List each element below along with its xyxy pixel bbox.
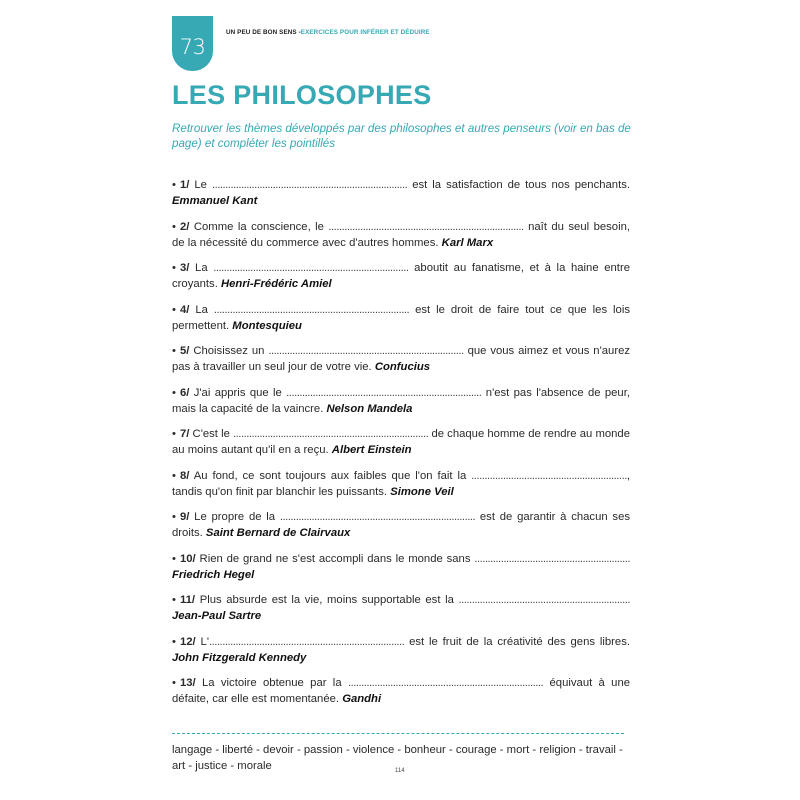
item-text-after: est la satisfaction de tous nos penchants. <box>407 179 630 191</box>
bullet: • <box>172 594 176 606</box>
exercise-item <box>172 551 630 593</box>
bullet: • <box>172 262 176 274</box>
item-author: Nelson Mandela <box>326 402 413 415</box>
exercise-item <box>172 177 630 219</box>
page-number: 114 <box>395 768 405 774</box>
fill-in-blank[interactable]: .......................................................................... <box>213 262 409 274</box>
item-author: Henri-Frédéric Amiel <box>220 278 332 290</box>
item-number: 8/ <box>179 469 190 482</box>
item-number: 5/ <box>179 345 190 357</box>
bullet: • <box>172 303 176 316</box>
item-author: Karl Marx <box>441 236 494 249</box>
item-text-after: naît du seul besoin, de la nécessité du commerce avec d'autres hommes. <box>172 220 631 249</box>
subsection-label: EXERCICES POUR INFÉRER ET DÉDUIRE <box>300 29 430 36</box>
item-text-before: La <box>195 262 214 274</box>
exercise-number-badge: 73 <box>172 16 213 71</box>
fill-in-blank[interactable]: ........................................................... <box>474 552 630 565</box>
word-bank: langage - liberté - devoir - passion - violence - bonheur - courage - mort - religion - travail - art - justice - morale <box>172 744 623 772</box>
item-text-after: équivaut à une défaite, car elle est momentanée. <box>172 677 631 705</box>
dashed-divider <box>172 733 624 734</box>
exercise-item <box>172 260 630 302</box>
exercise-item <box>172 426 630 468</box>
fill-in-blank[interactable]: .......................................................................... <box>209 635 405 648</box>
fill-in-blank[interactable]: .......................................................................... <box>268 345 464 357</box>
item-number: 9/ <box>179 511 190 523</box>
bullet: • <box>172 179 176 191</box>
fill-in-blank[interactable]: .......................................................................... <box>286 386 482 399</box>
fill-in-blank[interactable]: .......................................................................... <box>347 677 544 689</box>
item-author: Emmanuel Kant <box>172 195 258 207</box>
running-head <box>226 29 430 36</box>
fill-in-blank[interactable]: ................................................................. <box>458 594 631 606</box>
item-author: Gandhi <box>342 693 382 705</box>
item-number: 10/ <box>179 552 196 565</box>
item-text-before: Le <box>194 179 212 191</box>
fill-in-blank[interactable]: .......................................................................... <box>279 511 476 523</box>
item-author: Simone Veil <box>390 485 454 498</box>
item-author: Confucius <box>374 361 431 373</box>
fill-in-blank[interactable]: .......................................................................... <box>211 179 408 191</box>
item-text-after: est le droit de faire tout ce que les lois permettent. <box>172 303 630 332</box>
fill-in-blank[interactable]: .......................................................................... <box>328 220 524 233</box>
item-text-after: n'est pas l'absence de peur, mais la capacité de la vaincre. <box>172 386 630 415</box>
item-number: 13/ <box>179 677 196 689</box>
item-author: Albert Einstein <box>331 444 412 456</box>
item-number: 6/ <box>179 386 190 399</box>
item-number: 1/ <box>179 179 190 191</box>
exercise-item <box>172 219 630 261</box>
fill-in-blank[interactable]: ........................................................... <box>471 469 627 482</box>
page-title: LES PHILOSOPHES <box>172 80 432 110</box>
item-text-after: est le fruit de la créativité des gens libres. <box>404 635 630 648</box>
bullet: • <box>172 386 176 399</box>
item-number: 3/ <box>179 262 190 274</box>
item-text-after: , tandis qu'on finit par blanchir les puissants. <box>172 469 630 498</box>
bullet: • <box>172 469 176 482</box>
item-text-before: Comme la conscience, le <box>193 220 329 233</box>
exercise-list <box>172 177 630 717</box>
item-number: 7/ <box>179 428 190 440</box>
item-text-before: La <box>195 303 214 316</box>
exercise-item <box>172 343 630 385</box>
item-number: 4/ <box>179 303 190 316</box>
bullet: • <box>172 345 176 357</box>
item-text-before: Au fond, ce sont toujours aux faibles que l'on fait la <box>193 469 472 482</box>
item-text-before: C'est le <box>192 428 234 440</box>
fill-in-blank[interactable]: .......................................................................... <box>213 303 410 316</box>
item-number: 12/ <box>179 635 196 648</box>
item-author: Jean-Paul Sartre <box>172 610 262 622</box>
item-number: 2/ <box>179 220 190 233</box>
bullet: • <box>172 677 176 689</box>
item-author: Montesquieu <box>232 319 302 332</box>
bullet: • <box>172 428 176 440</box>
item-text-before: Le propre de la <box>194 511 280 523</box>
exercise-item <box>172 634 630 676</box>
exercise-item <box>172 675 630 717</box>
item-author: Friedrich Hegel <box>172 568 255 581</box>
fill-in-blank[interactable]: .......................................................................... <box>233 428 429 440</box>
item-text-after: de chaque homme de rendre au monde au moins autant qu'il en a reçu. <box>172 428 630 456</box>
exercise-item <box>172 468 630 510</box>
item-text-after: aboutit au fanatisme, et à la haine entre croyants. <box>172 262 630 290</box>
item-text-before: J'ai appris que le <box>193 386 287 399</box>
item-text-before: Choisissez un <box>193 345 269 357</box>
exercise-item <box>172 385 630 427</box>
item-text-after: est de garantir à chacun ses droits. <box>172 511 631 539</box>
item-text-after: que vous aimez et vous n'aurez pas à travailler un seul jour de votre vie. <box>172 345 631 373</box>
exercise-item <box>172 592 630 634</box>
item-author: Saint Bernard de Clairvaux <box>205 527 351 539</box>
item-text-before: Plus absurde est la vie, moins supportable est la <box>199 594 459 606</box>
item-author: John Fitzgerald Kennedy <box>172 651 307 664</box>
exercise-item <box>172 302 630 344</box>
bullet: • <box>172 635 176 648</box>
item-number: 11/ <box>179 594 196 606</box>
section-label: UN PEU DE BON SENS <box>226 29 297 36</box>
bullet: • <box>172 511 176 523</box>
item-text-before: Rien de grand ne s'est accompli dans le monde sans <box>199 552 475 565</box>
instructions: Retrouver les thèmes développés par des philosophes et autres penseurs (voir en bas de page) et compléter les pointillés <box>172 122 631 150</box>
item-text-before: La victoire obtenue par la <box>202 677 348 689</box>
item-text-before: L' <box>200 635 209 648</box>
separator: - <box>296 29 301 36</box>
bullet: • <box>172 220 176 233</box>
exercise-item <box>172 509 630 551</box>
bullet: • <box>172 552 176 565</box>
